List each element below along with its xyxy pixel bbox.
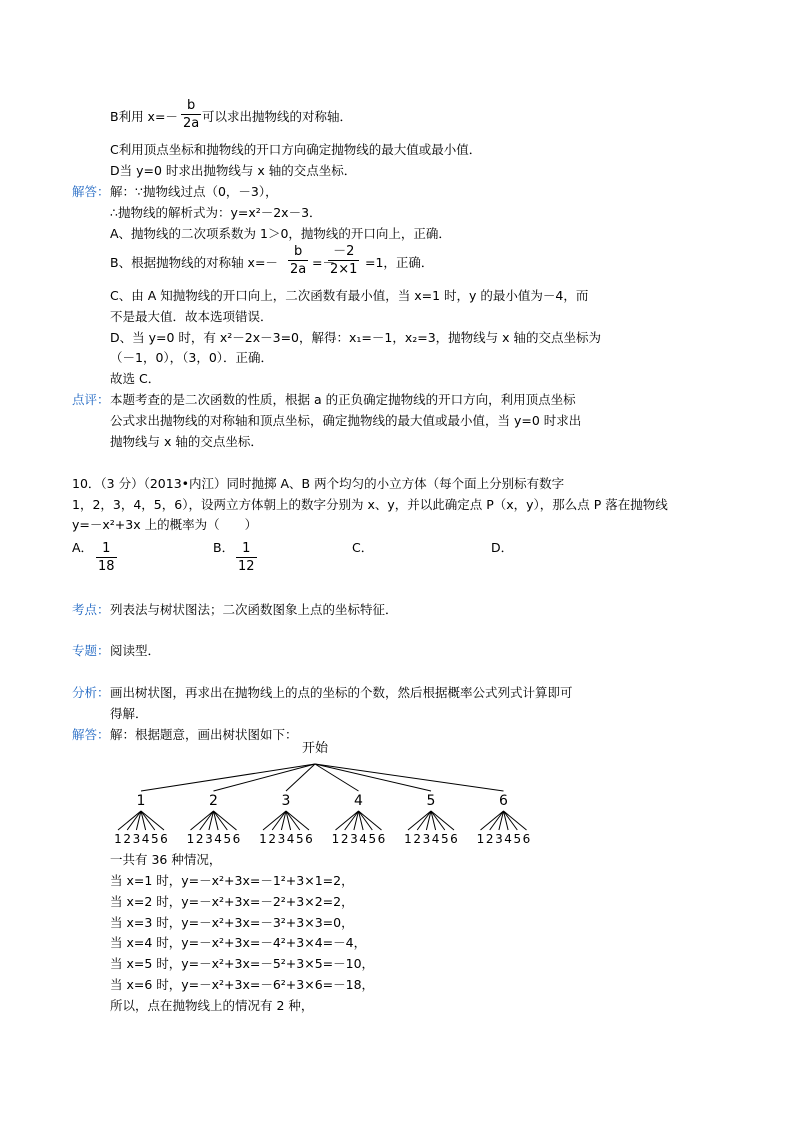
tree-second-level-node: 5 bbox=[295, 832, 304, 846]
tree-second-level-node: 2 bbox=[485, 832, 494, 846]
tree-second-level-node: 3 bbox=[350, 832, 358, 846]
fenxi-text: 画出树状图，再求出在抛物线上的点的坐标的个数，然后根据概率公式列式计算即可 bbox=[110, 685, 573, 700]
comment-line: 本题考查的是二次函数的性质，根据 a 的正负确定抛物线的开口方向，利用顶点坐标 bbox=[110, 392, 576, 407]
case-line: 当 x=4 时，y=－x²+3x=－4²+3×4=－4， bbox=[110, 935, 367, 950]
answer-label: 解答： bbox=[72, 184, 110, 199]
fraction-neg2-over-2x1: $\frac{-2}{2\times 1}$ bbox=[330, 244, 358, 277]
answer-line: A、抛物线的二次项系数为 1＞0，抛物线的开口向上，正确． bbox=[110, 226, 451, 241]
fraction-b-over-2a: $\frac{b}{2a}$ bbox=[183, 98, 200, 131]
tree-second-level-node: 6 bbox=[377, 832, 386, 846]
tree-second-level-node: 1 bbox=[259, 832, 267, 846]
option-c-analysis: C利用顶点坐标和抛物线的开口方向确定抛物线的最大值或最小值． bbox=[110, 142, 482, 157]
answer-line: D、当 y=0 时，有 x²－2x－3=0，解得：x₁=－1，x₂=3，抛物线与 x 轴的交点坐标为 bbox=[110, 330, 602, 345]
answer-line: C、由 A 知抛物线的开口向上，二次函数有最小值，当 x=1 时，y 的最小值为－4，而 bbox=[110, 288, 589, 303]
zhuanti-text: 阅读型． bbox=[110, 643, 161, 658]
tree-second-level-node: 4 bbox=[359, 832, 367, 846]
total-cases: 一共有 36 种情况， bbox=[110, 852, 222, 867]
tree-second-level-node: 5 bbox=[368, 832, 377, 846]
jieda-label: 解答： bbox=[72, 727, 110, 742]
tree-second-level-node: 2 bbox=[123, 832, 132, 846]
case-line: 当 x=6 时，y=－x²+3x=－6²+3×6=－18， bbox=[110, 977, 375, 992]
option-a-fraction: $\frac{1}{18}$ bbox=[98, 541, 115, 574]
option-d-analysis: D当 y=0 时求出抛物线与 x 轴的交点坐标． bbox=[110, 163, 357, 178]
tree-second-level-node: 2 bbox=[413, 832, 422, 846]
tree-second-level-node: 5 bbox=[223, 832, 232, 846]
fenxi-text: 得解． bbox=[110, 706, 148, 721]
tree-second-level-node: 4 bbox=[141, 832, 150, 846]
question-10-stem: 1，2，3，4，5，6），设两立方体朝上的数字分别为 x、y，并以此确定点 P（x，y），那么点 P 落在抛物线 bbox=[72, 497, 668, 512]
case-line: 当 x=1 时，y=－x²+3x=－1²+3×1=2， bbox=[110, 873, 354, 888]
tree-second-level-node: 6 bbox=[305, 832, 313, 846]
option-c-label: C． bbox=[352, 540, 374, 555]
tree-second-level-node: 4 bbox=[286, 832, 295, 846]
tree-first-level-node: 6 bbox=[499, 793, 508, 809]
tree-second-level-node: 6 bbox=[160, 832, 168, 846]
tree-second-level-node: 6 bbox=[232, 832, 241, 846]
tree-second-level-node: 1 bbox=[114, 832, 122, 846]
option-b-label: B． bbox=[213, 540, 235, 555]
case-line: 当 x=3 时，y=－x²+3x=－3²+3×3=0， bbox=[110, 915, 354, 930]
tree-first-level-node: 5 bbox=[426, 793, 436, 809]
tree-second-level-node: 3 bbox=[205, 832, 213, 846]
tree-first-level-node: 3 bbox=[281, 793, 291, 809]
tree-second-level-node: 2 bbox=[195, 832, 204, 846]
answer-line-mid: =－ bbox=[312, 255, 335, 270]
tree-second-level-node: 6 bbox=[450, 832, 458, 846]
question-10-stem: 10．（3 分）（2013•内江）同时抛掷 A、B 两个均匀的小立方体（每个面上分别标有数字 bbox=[72, 476, 565, 491]
tree-branch-line bbox=[315, 764, 504, 791]
case-line: 当 x=5 时，y=－x²+3x=－5²+3×5=－10， bbox=[110, 956, 375, 971]
fenxi-label: 分析： bbox=[72, 685, 110, 700]
tree-root-label: 开始 bbox=[301, 741, 329, 756]
answer-line: 故选 C． bbox=[110, 371, 161, 386]
tree-first-level-node: 4 bbox=[354, 793, 363, 809]
tree-second-level-node: 6 bbox=[522, 832, 531, 846]
tree-second-level-node: 5 bbox=[513, 832, 522, 846]
comment-line: 抛物线与 x 轴的交点坐标． bbox=[110, 434, 263, 449]
answer-line-tail: =1，正确． bbox=[365, 255, 434, 270]
kaodian-label: 考点： bbox=[72, 602, 110, 617]
tree-second-level-node: 3 bbox=[422, 832, 431, 846]
conclusion-line: 所以，点在抛物线上的情况有 2 种， bbox=[110, 998, 314, 1013]
tree-second-level-node: 5 bbox=[440, 832, 449, 846]
tree-second-level-node: 1 bbox=[476, 832, 485, 846]
tree-branch-line bbox=[315, 764, 359, 791]
tree-second-level-node: 4 bbox=[504, 832, 512, 846]
tree-second-level-node: 2 bbox=[268, 832, 277, 846]
tree-second-level-node: 1 bbox=[404, 832, 412, 846]
tree-second-level-node: 5 bbox=[150, 832, 159, 846]
tree-second-level-node: 1 bbox=[186, 832, 195, 846]
tree-second-level-node: 3 bbox=[277, 832, 286, 846]
answer-line: 不是最大值．故本选项错误． bbox=[110, 309, 273, 324]
option-d-label: D． bbox=[491, 540, 514, 555]
answer-line: （－1，0），（3，0）．正确． bbox=[110, 350, 274, 365]
case-line: 当 x=2 时，y=－x²+3x=－2²+3×2=2， bbox=[110, 894, 354, 909]
tree-second-level-node: 4 bbox=[431, 832, 440, 846]
jieda-text: 解：根据题意，画出树状图如下： bbox=[110, 727, 298, 742]
fraction-b-over-2a: $\frac{b}{2a}$ bbox=[290, 244, 307, 277]
option-a-label: A． bbox=[72, 540, 94, 555]
zhuanti-label: 专题： bbox=[72, 643, 110, 658]
comment-label: 点评： bbox=[72, 392, 110, 407]
question-10-stem: y=－x²+3x 上的概率为（ ） bbox=[72, 517, 258, 532]
option-b-fraction: $\frac{1}{12}$ bbox=[238, 541, 255, 574]
comment-line: 公式求出抛物线的对称轴和顶点坐标，确定抛物线的最大值或最小值，当 y=0 时求出 bbox=[110, 413, 582, 428]
option-b-analysis: B利用 x=－ bbox=[110, 109, 178, 124]
tree-second-level-node: 2 bbox=[340, 832, 349, 846]
tree-branch-line bbox=[315, 764, 431, 791]
tree-second-level-node: 3 bbox=[495, 832, 503, 846]
option-b-analysis-tail: 可以求出抛物线的对称轴． bbox=[202, 109, 353, 124]
answer-line: ∴抛物线的解析式为：y=x²－2x－3． bbox=[110, 205, 322, 220]
answer-line: 解：∵抛物线过点（0，－3）， bbox=[110, 184, 278, 199]
tree-second-level-node: 3 bbox=[132, 832, 141, 846]
tree-second-level-node: 4 bbox=[214, 832, 222, 846]
tree-second-level-node: 1 bbox=[331, 832, 340, 846]
tree-first-level-node: 1 bbox=[136, 793, 146, 809]
answer-line: B、根据抛物线的对称轴 x=－ bbox=[110, 255, 278, 270]
kaodian-text: 列表法与树状图法；二次函数图象上点的坐标特征． bbox=[110, 602, 398, 617]
tree-first-level-node: 2 bbox=[209, 793, 218, 809]
